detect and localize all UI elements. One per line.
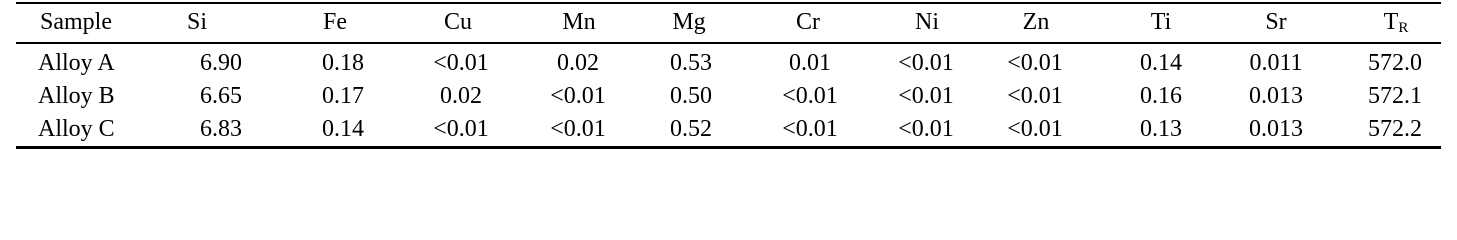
cell-si: 6.90 <box>200 50 242 76</box>
cell-cu: <0.01 <box>433 50 489 76</box>
cell-ti: 0.16 <box>1140 83 1182 109</box>
cell-mg: 0.50 <box>670 83 712 109</box>
cell-sample: Alloy B <box>38 83 115 109</box>
header-cr: Cr <box>796 9 820 35</box>
cell-ni: <0.01 <box>898 116 954 142</box>
cell-si: 6.65 <box>200 83 242 109</box>
header-sample: Sample <box>40 9 112 35</box>
cell-ni: <0.01 <box>898 83 954 109</box>
cell-sample: Alloy C <box>38 116 115 142</box>
cell-fe: 0.18 <box>322 50 364 76</box>
header-ti: Ti <box>1150 9 1172 35</box>
cell-mn: 0.02 <box>557 50 599 76</box>
cell-ti: 0.13 <box>1140 116 1182 142</box>
cell-ni: <0.01 <box>898 50 954 76</box>
header-tr <box>1384 8 1409 39</box>
table-header-rule <box>16 42 1441 44</box>
table-top-rule <box>16 2 1441 4</box>
cell-mn: <0.01 <box>550 116 606 142</box>
cell-mg: 0.52 <box>670 116 712 142</box>
cell-tr: 572.0 <box>1368 50 1422 76</box>
cell-sample: Alloy A <box>38 50 115 76</box>
header-si: Si <box>186 9 208 35</box>
header-mn: Mn <box>562 9 596 35</box>
header-tr-subscript: R <box>1398 20 1409 36</box>
cell-fe: 0.14 <box>322 116 364 142</box>
cell-cr: <0.01 <box>782 83 838 109</box>
cell-cu: <0.01 <box>433 116 489 142</box>
cell-sr: 0.013 <box>1249 83 1303 109</box>
cell-ti: 0.14 <box>1140 50 1182 76</box>
cell-tr: 572.2 <box>1368 116 1422 142</box>
cell-sr: 0.013 <box>1249 116 1303 142</box>
cell-mn: <0.01 <box>550 83 606 109</box>
cell-fe: 0.17 <box>322 83 364 109</box>
header-zn: Zn <box>1022 9 1050 35</box>
cell-cu: 0.02 <box>440 83 482 109</box>
cell-cr: 0.01 <box>789 50 831 76</box>
cell-zn: <0.01 <box>1007 50 1063 76</box>
header-fe: Fe <box>323 9 347 35</box>
cell-sr: 0.011 <box>1249 50 1303 76</box>
cell-cr: <0.01 <box>782 116 838 142</box>
header-tr-main: T <box>1383 9 1399 35</box>
cell-zn: <0.01 <box>1007 83 1063 109</box>
cell-si: 6.83 <box>200 116 242 142</box>
table-bottom-rule <box>16 146 1441 149</box>
cell-tr: 572.1 <box>1368 83 1422 109</box>
header-sr: Sr <box>1265 9 1287 35</box>
cell-mg: 0.53 <box>670 50 712 76</box>
cell-zn: <0.01 <box>1007 116 1063 142</box>
header-ni: Ni <box>915 9 939 35</box>
header-cu: Cu <box>443 9 473 35</box>
header-mg: Mg <box>672 9 706 35</box>
